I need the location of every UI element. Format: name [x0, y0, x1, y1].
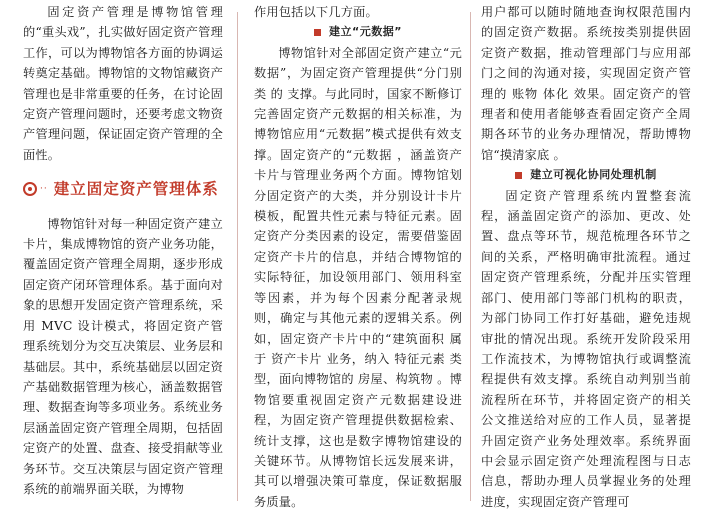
- bullet-circle-icon: [23, 182, 37, 196]
- section-title: 建立固定资产管理体系: [53, 180, 219, 199]
- subheading-visual-collab: [481, 165, 691, 185]
- column-divider-right: [470, 12, 471, 501]
- dots-icon: ··: [40, 184, 48, 195]
- subheading-text: 建立可视化协同处理机制: [530, 168, 657, 182]
- square-bullet-icon: [515, 172, 522, 179]
- column-left: [23, 2, 223, 499]
- column-divider-left: [237, 12, 238, 501]
- subheading-metadata: [254, 22, 462, 42]
- paragraph-intro: 固定资产管理是博物馆管理的“重头戏”，扎实做好固定资产管理工作，可以为博物馆各方面的协调运转奠定基础。博物馆的文物馆藏资产管理也是非常重要的任务，在讨论固定资产管理问题时，还要考虑文物资产管理问题，保证固定资产管理的全面性。: [23, 5, 223, 162]
- column-right: [481, 2, 691, 512]
- subheading-text: 建立“元数据”: [329, 25, 402, 39]
- paragraph-system: 博物馆针对每一种固定资产建立卡片，集成博物馆的资产业务功能，覆盖固定资产管理全周期，逐步形成固定资产闭环管理体系。基于面向对象的思想开发固定资产管理系统，采用 MVC 设计模式，将固定资产管理系统划分为交互决策层、业务层和基础层。其中，系统基础层以固定资产基础数据管理为核心，涵盖数据管理、数据查询等多项业务。系统业务层涵盖固定资产管理全周期，包括固定资产的处置、盘查、接受捐献等业务环节。交互决策层与固定资产管理系统的前端界面关联，为博物: [23, 216, 223, 496]
- paragraph-continued: 用户都可以随时随地查询权限范围内的固定资产数据。系统按类别提供固定资产数据，推动管理部门与应用部门之间的沟通对接，实现固定资产管理的 账物 体化 效果。固定资产的管理者和使用者能够查看固定资产全周期各环节的业务办理情况，帮助博物馆“摸清家底 。: [481, 5, 691, 162]
- column-middle: [254, 2, 462, 512]
- paragraph-continued: 作用包括以下几方面。: [254, 5, 378, 19]
- paragraph-metadata: 博物馆针对全部固定资产建立“元数据”，为固定资产管理提供“分门别类 的 支撑。与此同时，国家不断修订完善固定资产元数据的相关标准，为博物馆应用“元数据”模式提供有效支撑。固定资产的“元数据 ，涵盖资产卡片与管理业务两个方面。博物馆划分固定资产的大类，并分别设计卡片模板，配置共性元素与特征元素。固定资产分类因素的设定，需要借鉴固定资产卡片的信息，并结合博物馆的实际特征，加设领用部门、领用科室等因素，并为每个因素分配著录规则，确定与其他元素的逻辑关系。例如，固定资产卡片中的“建筑面积 属于 资产卡片 业务，纳入 特征元素 类型，面向博物馆的 房屋、构筑物 。博物馆要重视固定资产元数据建设进程，为固定资产管理提供数据检索、统计支撑，这也是数字博物馆建设的关键环节。从博物馆长远发展来讲，其可以增强决策可靠度，保证数据服务质量。: [254, 45, 462, 509]
- square-bullet-icon: [314, 29, 321, 36]
- paragraph-workflow: 固定资产管理系统内置整套流程，涵盖固定资产的添加、更改、处置、盘点等环节，规范梳理各环节之间的关系，严格明确审批流程。通过固定资产管理系统，分配并压实管理部门、使用部门等部门机构的职责，为部门协同工作打好基础，避免违规审批的情况出现。系统开发阶段采用工作流技术，为博物馆执行或调整流程提供有效支撑。系统自动判别当前流程所在环节，并将固定资产的相关公文推送给对应的工作人员，显著提升固定资产业务处理效率。系统界面中会显示固定资产处理流程图与日志信息，帮助办理人员掌握业务的处理进度，实现固定资产管理可: [481, 188, 691, 509]
- section-heading: [23, 179, 223, 199]
